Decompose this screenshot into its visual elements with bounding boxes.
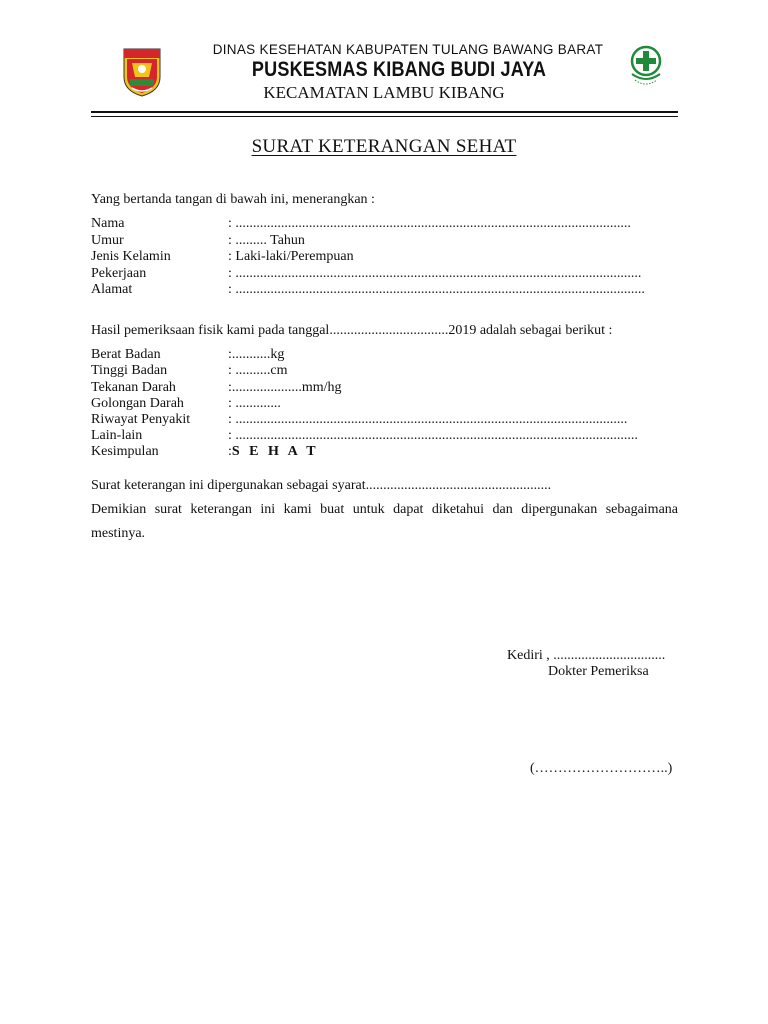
signer-role: Dokter Pemeriksa (548, 664, 649, 679)
field-value-umur: : ......... Tahun (228, 233, 305, 248)
exam-label-tinggi-badan: Tinggi Badan (91, 363, 168, 378)
exam-value-golongan-darah: : ............. (228, 396, 281, 411)
header-district: KECAMATAN LAMBU KIBANG (263, 83, 505, 102)
field-value-nama: : ................................................................................................................. (228, 216, 631, 231)
exam-value-riwayat-penyakit: : ................................................................................................................ (228, 412, 628, 427)
purpose-text: Surat keterangan ini dipergunakan sebagai syarat..................................................... (91, 478, 552, 493)
field-value-pekerjaan: : .................................................................................................................... (228, 266, 642, 281)
closing-line-1: Demikian surat keterangan ini kami buat untuk dapat diketahui dan dipergunakan sebagaimana (91, 502, 678, 517)
exam-label-lain-lain: Lain-lain (91, 428, 143, 443)
exam-label-tekanan-darah: Tekanan Darah (91, 380, 176, 395)
field-label-nama: Nama (91, 216, 125, 231)
exam-value-tekanan-darah: :....................mm/hg (228, 380, 342, 395)
exam-label-berat-badan: Berat Badan (91, 347, 161, 362)
document-title: SURAT KETERANGAN SEHAT (251, 136, 517, 157)
intro-text: Yang bertanda tangan di bawah ini, menerangkan : (91, 192, 375, 207)
field-label-alamat: Alamat (91, 282, 133, 297)
exam-value-lain-lain: : ................................................................................................................... (228, 428, 638, 443)
conclusion-sehat: S E H A T (231, 444, 319, 459)
field-label-umur: Umur (91, 233, 124, 248)
field-label-jenis-kelamin: Jenis Kelamin (91, 249, 171, 264)
signature-line: (………………………..) (530, 761, 673, 776)
exam-label-riwayat-penyakit: Riwayat Penyakit (91, 412, 191, 427)
header-institution: PUSKESMAS KIBANG BUDI JAYA (251, 58, 547, 81)
closing-paragraph (91, 498, 678, 546)
place-date: Kediri , ................................ (507, 648, 666, 663)
closing-line-2: mestinya. (91, 526, 146, 541)
conclusion-value (228, 444, 319, 461)
header-rule-thick (91, 111, 678, 113)
exam-value-tinggi-badan: : ..........cm (228, 363, 288, 378)
conclusion-colon: : (228, 444, 232, 459)
header-agency: DINAS KESEHATAN KABUPATEN TULANG BAWANG BARAT (212, 42, 604, 57)
field-value-alamat: : ..................................................................................................................... (228, 282, 645, 297)
field-label-pekerjaan: Pekerjaan (91, 266, 147, 281)
field-value-jenis-kelamin: : Laki-laki/Perempuan (228, 249, 354, 264)
exam-label-golongan-darah: Golongan Darah (91, 396, 184, 411)
exam-value-berat-badan: :...........kg (228, 347, 285, 362)
header-rule-thin (91, 116, 678, 117)
conclusion-label: Kesimpulan (91, 444, 159, 459)
exam-intro-text: Hasil pemeriksaan fisik kami pada tanggal..................................2019 adalah sebagai berikut : (91, 323, 613, 338)
